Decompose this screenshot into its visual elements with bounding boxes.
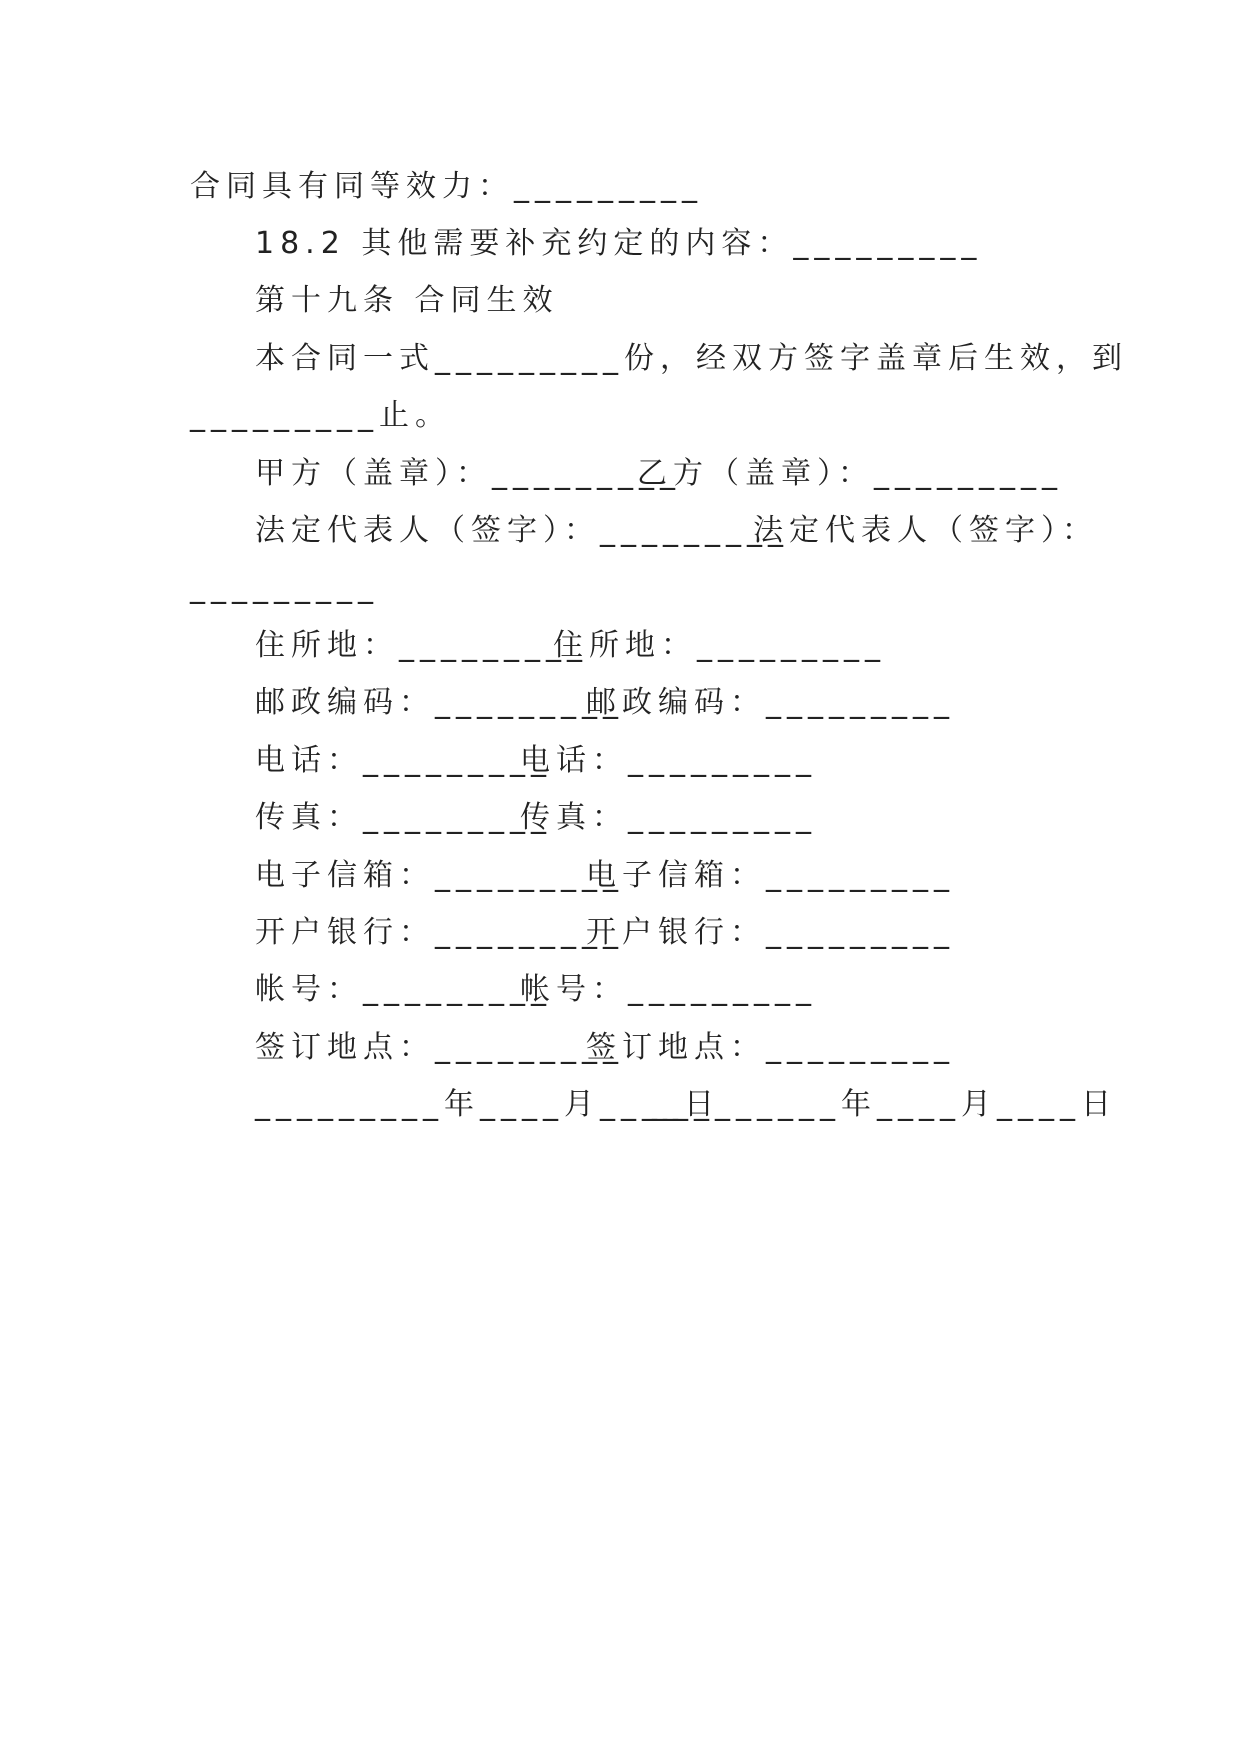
text-segment: 本合同一式_________份，经双方签字盖章后生效，到: [255, 341, 1128, 376]
text-line: [0, 559, 1241, 617]
text-segment: _________止。: [190, 398, 451, 433]
section-heading: [0, 272, 1241, 330]
text-segment: _________: [190, 570, 379, 605]
text-line: [0, 330, 1241, 388]
party-a-date-field: _________年____月____日: [255, 1087, 720, 1122]
account-line: [0, 961, 1241, 1019]
bank-line: [0, 904, 1241, 962]
party-a-field: 传真：_________: [255, 800, 552, 835]
text-line: [0, 387, 1241, 445]
postcode-line: [0, 674, 1241, 732]
party-b-field: 帐号：_________: [520, 972, 817, 1007]
phone-line: [0, 732, 1241, 790]
party-b-field: 传真：_________: [520, 800, 817, 835]
party-a-seal-field: 甲方（盖章）：_________: [255, 456, 681, 491]
party-a-field: 开户银行：_________: [255, 915, 624, 950]
party-b-field: 电子信箱：_________: [586, 858, 955, 893]
party-b-date-field: _________年____月____日: [652, 1087, 1117, 1122]
party-b-field: 电话：_________: [520, 743, 817, 778]
party-a-field: 签订地点：_________: [255, 1030, 624, 1065]
party-b-field: 住所地：_________: [553, 628, 886, 663]
text-segment: 第十九条 合同生效: [255, 283, 559, 318]
date-line: [0, 1076, 1241, 1134]
signature-line: [0, 502, 1241, 560]
party-a-field: 帐号：_________: [255, 972, 552, 1007]
party-b-representative-field: 法定代表人（签字）：: [753, 513, 1098, 548]
signing-place-line: [0, 1019, 1241, 1077]
fax-line: [0, 789, 1241, 847]
text-segment: 合同具有同等效力：_________: [190, 169, 703, 204]
party-a-field: 电话：_________: [255, 743, 552, 778]
party-a-representative-field: 法定代表人（签字）：_________: [255, 513, 789, 548]
party-b-seal-field: 乙方（盖章）：_________: [637, 456, 1063, 491]
email-line: [0, 847, 1241, 905]
party-b-field: 开户银行：_________: [586, 915, 955, 950]
party-a-field: 住所地：_________: [255, 628, 588, 663]
party-b-field: 签订地点：_________: [586, 1030, 955, 1065]
signature-line: [0, 445, 1241, 503]
party-a-field: 电子信箱：_________: [255, 858, 624, 893]
text-line: [0, 158, 1241, 216]
party-b-field: 邮政编码：_________: [586, 685, 955, 720]
text-line: [0, 215, 1241, 273]
party-a-field: 邮政编码：_________: [255, 685, 624, 720]
address-line: [0, 617, 1241, 675]
text-segment: 18.2 其他需要补充约定的内容：_________: [255, 226, 983, 261]
